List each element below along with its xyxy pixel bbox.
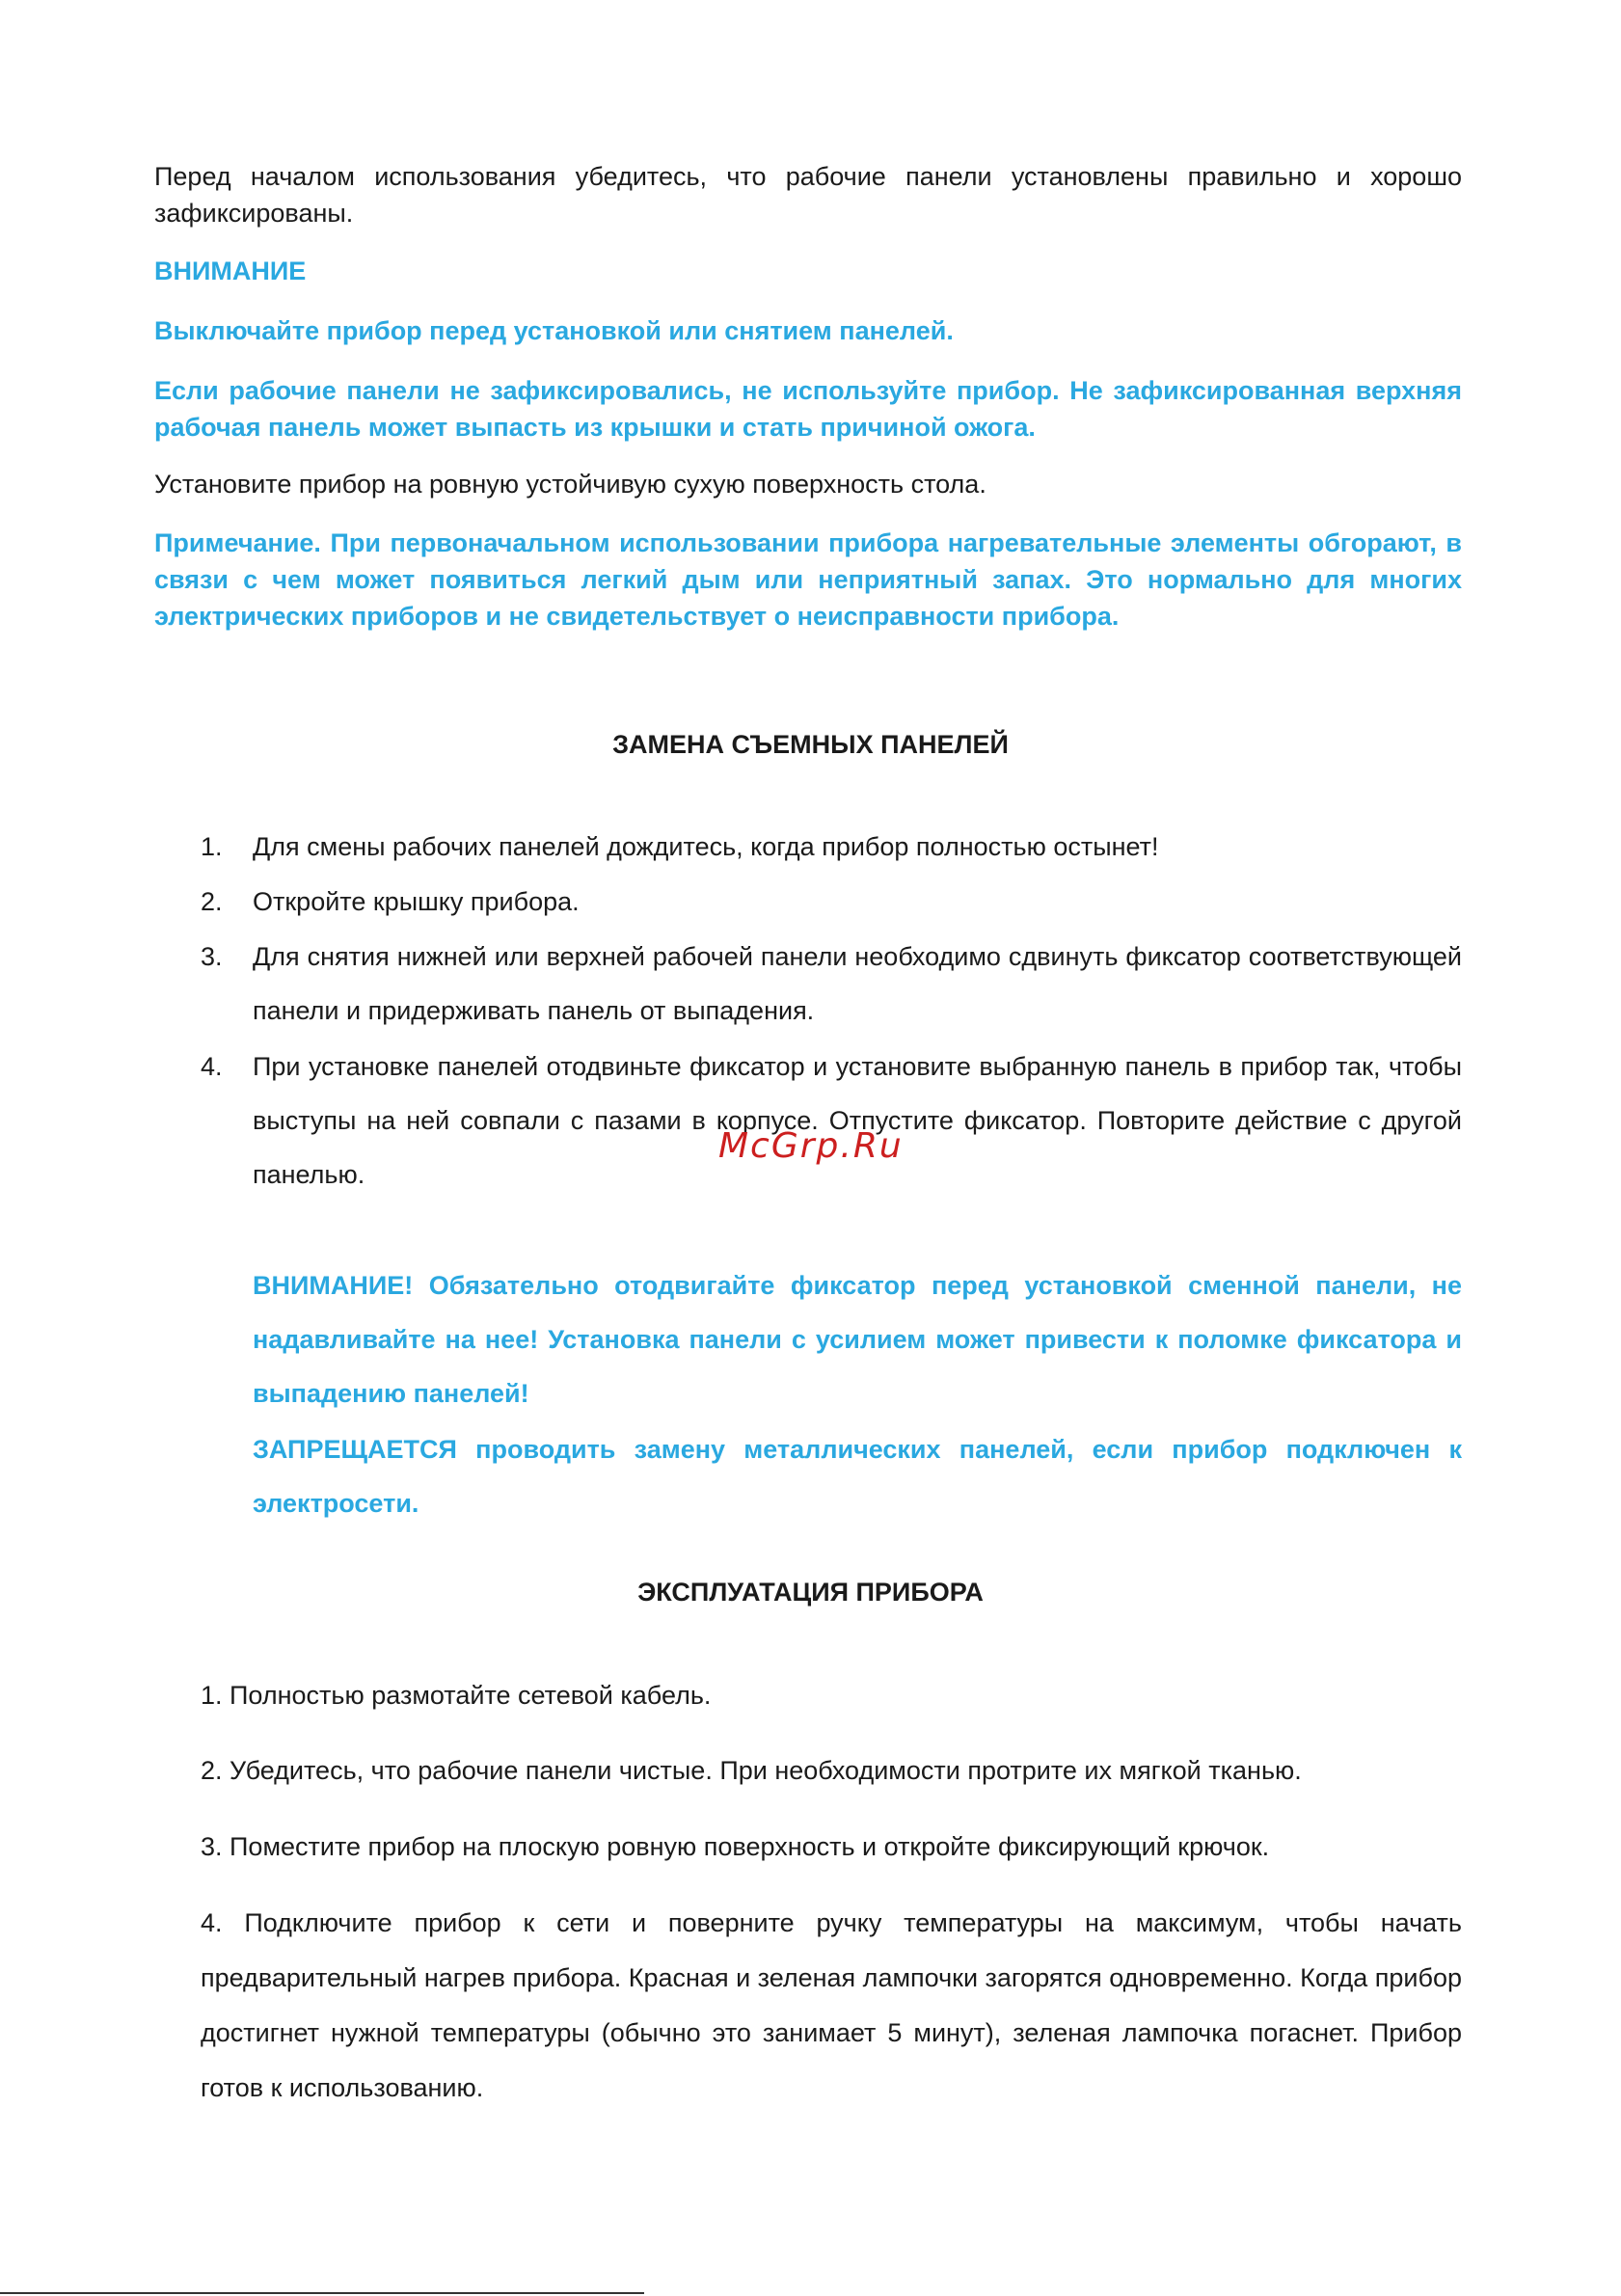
first-use-note: Примечание. При первоначальном использовании прибора нагревательные элементы обгорают, в связи с чем может появиться легкий дым или неприятный запах. Это нормально для многих электрических приборов и не свидетельствует о неисправности прибора.	[154, 528, 1462, 631]
list-number: 3.	[201, 942, 223, 971]
warning-release-latch: ВНИМАНИЕ! Обязательно отодвигайте фиксатор перед установкой сменной панели, не надавливайте на нее! Установка панели с усилием может привести к поломке фиксатора и выпадению панелей!	[253, 1271, 1462, 1408]
warning-panels-fixed: Если рабочие панели не зафиксировались, не используйте прибор. Не зафиксированная верхняя рабочая панель может выпасть из крышки и стать причиной ожога.	[154, 376, 1462, 442]
list-text: Для смены рабочих панелей дождитесь, когда прибор полностью остынет!	[253, 832, 1159, 861]
operation-step: 2. Убедитесь, что рабочие панели чистые. При необходимости протрите их мягкой тканью.	[201, 1756, 1302, 1785]
replace-heading: ЗАМЕНА СЪЕМНЫХ ПАНЕЛЕЙ	[612, 730, 1009, 759]
list-text: Откройте крышку прибора.	[253, 887, 580, 916]
operation-step: 4. Подключите прибор к сети и поверните ручку температуры на максимум, чтобы начать предварительный нагрев прибора. Красная и зеленая лампочки загорятся одновременно. Когда прибор достигнет нужной температуры (обычно это занимает 5 минут), зеленая лампочка погаснет. Прибор готов к использованию.	[201, 1908, 1462, 2102]
placement-paragraph: Установите прибор на ровную устойчивую сухую поверхность стола.	[154, 470, 986, 499]
list-number: 1.	[201, 832, 223, 861]
warning-prohibited: ЗАПРЕЩАЕТСЯ проводить замену металлических панелей, если прибор подключен к электросети.	[253, 1435, 1462, 1518]
list-number: 2.	[201, 887, 223, 916]
operation-heading: ЭКСПЛУАТАЦИЯ ПРИБОРА	[637, 1578, 984, 1607]
attention-label: ВНИМАНИЕ	[154, 257, 307, 285]
intro-paragraph: Перед началом использования убедитесь, что рабочие панели установлены правильно и хорошо зафиксированы.	[154, 162, 1462, 228]
list-text: При установке панелей отодвиньте фиксатор и установите выбранную панель в прибор так, чтобы выступы на ней совпали с пазами в корпусе. Отпустите фиксатор. Повторите действие с другой панелью.	[253, 1052, 1462, 1189]
list-number: 4.	[201, 1052, 223, 1081]
footer-divider	[0, 2292, 644, 2294]
warning-turn-off: Выключайте прибор перед установкой или снятием панелей.	[154, 316, 954, 345]
operation-step: 3. Поместите прибор на плоскую ровную поверхность и откройте фиксирующий крючок.	[201, 1832, 1270, 1861]
list-text: Для снятия нижней или верхней рабочей панели необходимо сдвинуть фиксатор соответствующей панели и придерживать панель от выпадения.	[253, 942, 1462, 1025]
watermark-text: McGrp.Ru	[718, 1126, 904, 1166]
list-item	[201, 1040, 1462, 1202]
list-item	[201, 875, 1462, 929]
list-item	[201, 930, 1462, 1038]
list-item	[201, 820, 1462, 874]
operation-step: 1. Полностью размотайте сетевой кабель.	[201, 1681, 712, 1710]
